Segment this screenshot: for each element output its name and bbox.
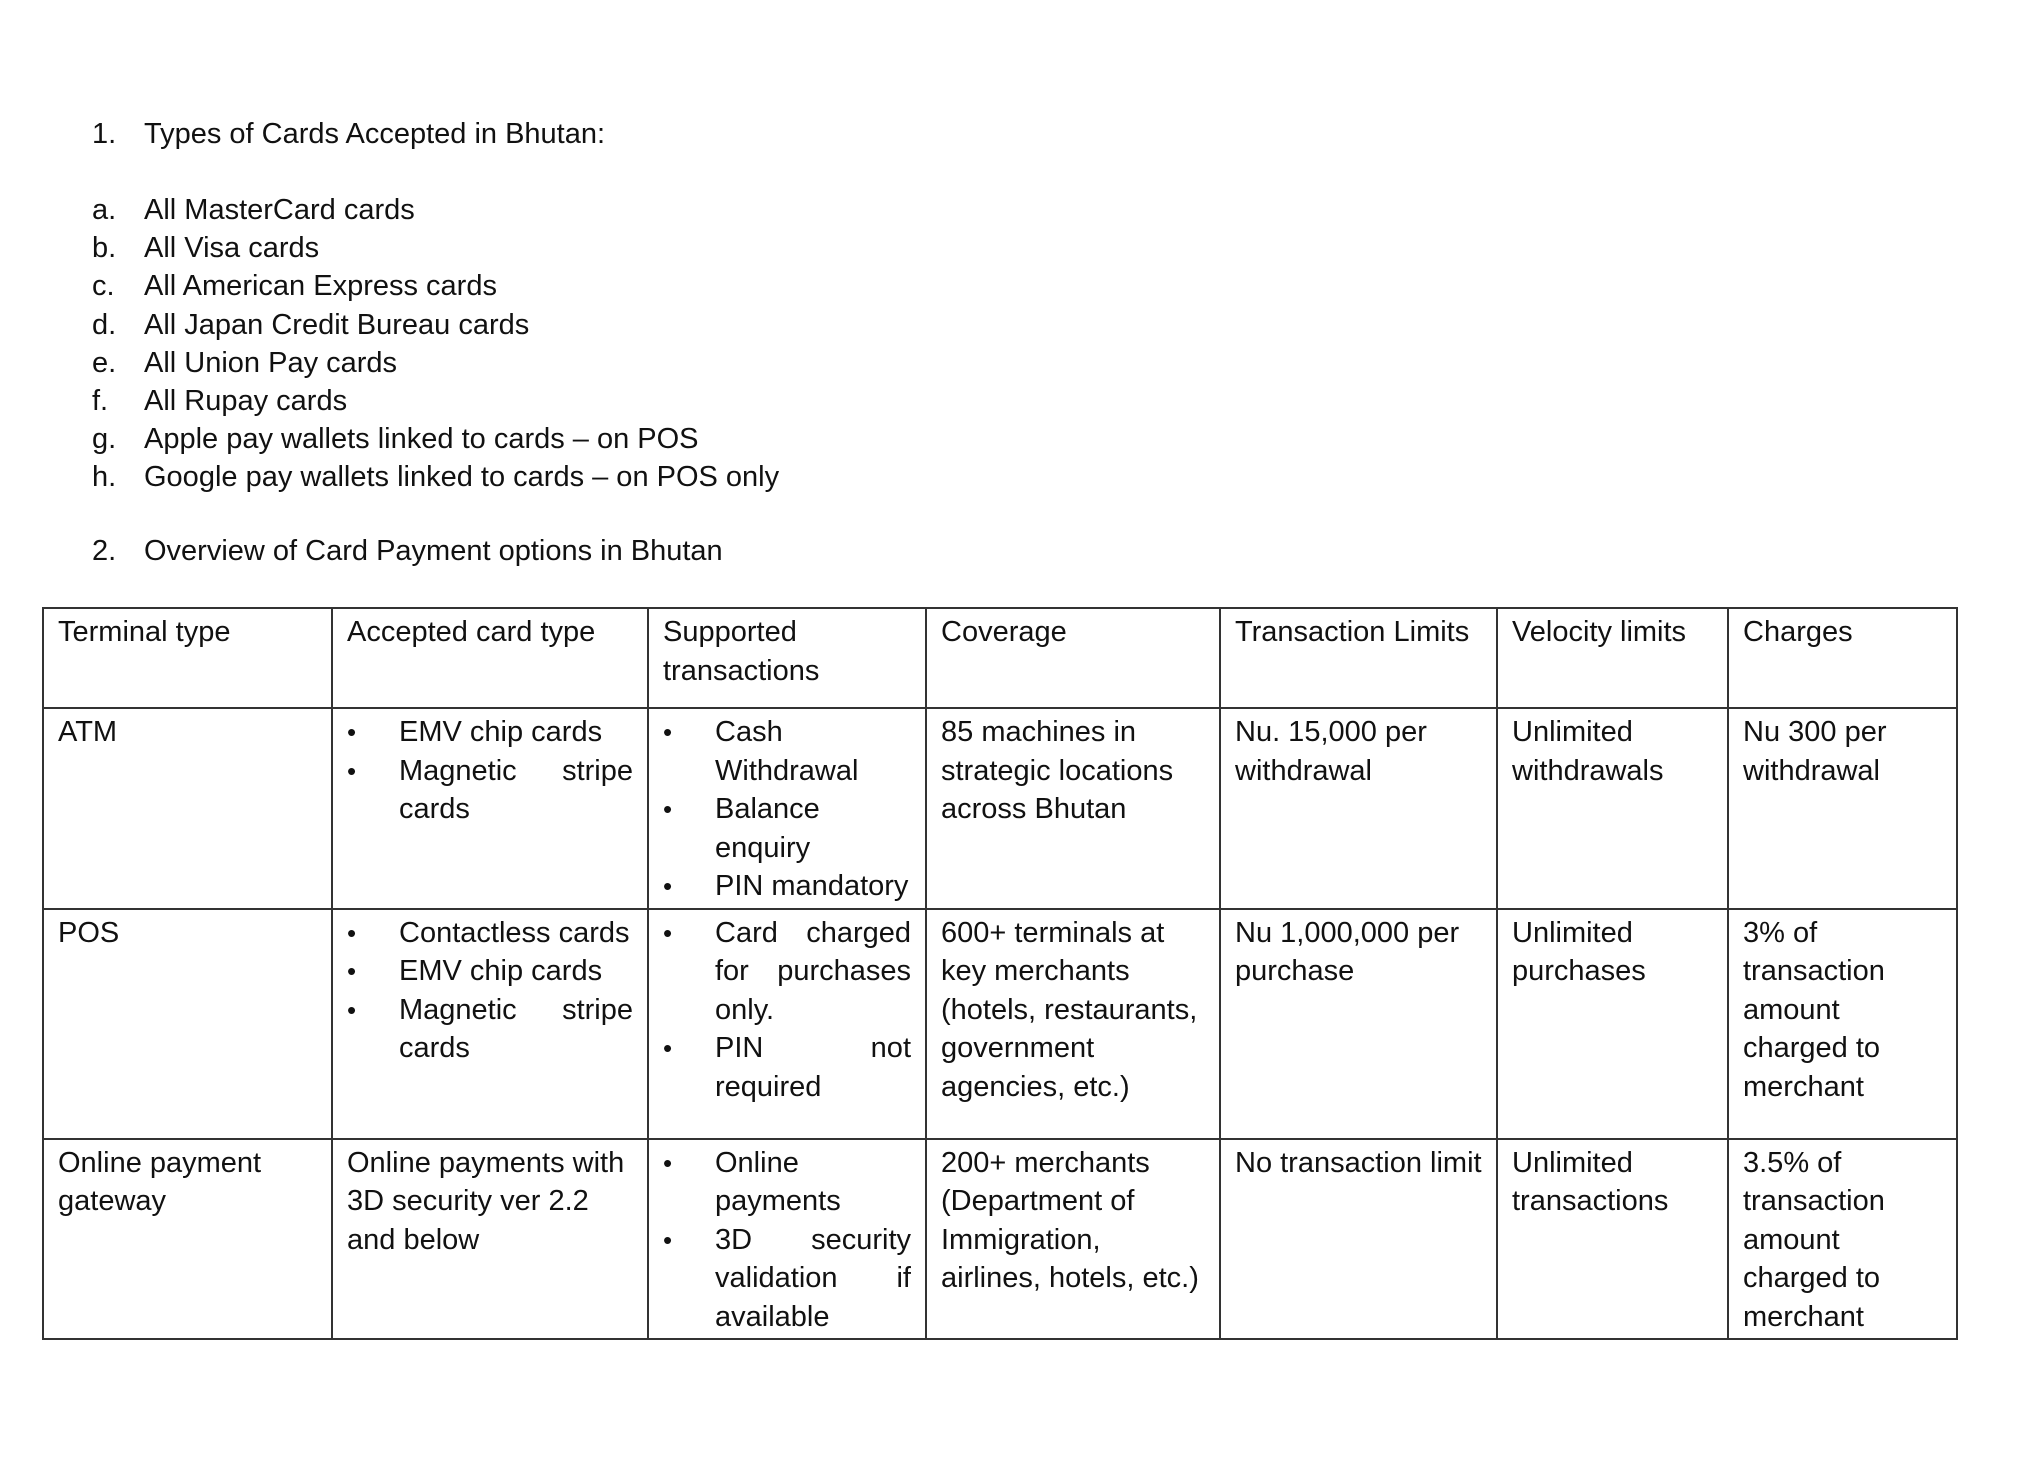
list-item-text: All Rupay cards xyxy=(144,385,348,418)
list-item-text: All MasterCard cards xyxy=(144,194,415,226)
list-item-text: All Union Pay cards xyxy=(144,346,398,379)
coverage-cell: 85 machines in strategic locations across Bhutan xyxy=(926,708,1220,909)
terminal-type-cell: POS xyxy=(43,909,332,1139)
transaction-limits-cell: Nu. 15,000 per withdrawal xyxy=(1220,708,1497,909)
coverage-cell: 200+ merchants (Department of Immigration, airlines, hotels, etc.) xyxy=(926,1139,1220,1340)
bullet-item: • EMV chip cards xyxy=(347,952,633,991)
accepted-card-type-cell: Online payments with 3D security ver 2.2 and below xyxy=(332,1139,648,1340)
section-2-number: 2. xyxy=(92,535,117,567)
list-item-text: Google pay wallets linked to cards – on POS only xyxy=(144,461,780,494)
bullet-item: • PIN not required xyxy=(663,1029,911,1106)
bullet-item: • Cash Withdrawal xyxy=(663,713,911,790)
list-item-text: All Japan Credit Bureau cards xyxy=(144,308,530,341)
velocity-limits-cell: Unlimited transactions xyxy=(1497,1139,1728,1340)
charges-cell: 3.5% of transaction amount charged to merchant xyxy=(1728,1139,1957,1340)
column-header: Terminal type xyxy=(43,608,332,708)
table-row xyxy=(43,909,1957,1139)
list-marker: a. xyxy=(92,194,117,226)
velocity-limits-cell: Unlimited purchases xyxy=(1497,909,1728,1139)
bullet-item: • 3D security validation if available xyxy=(663,1221,911,1337)
column-header: Velocity limits xyxy=(1497,608,1728,708)
bullet-item: • EMV chip cards xyxy=(347,713,633,752)
payment-options-table xyxy=(42,607,1958,1340)
bullet-item: • PIN mandatory xyxy=(663,867,911,906)
list-item xyxy=(92,344,779,382)
list-item xyxy=(92,267,779,305)
list-item xyxy=(92,191,779,229)
list-marker: c. xyxy=(92,270,115,303)
section-2-heading xyxy=(92,532,723,570)
bullet-item: • Magnetic stripe cards xyxy=(347,991,633,1068)
list-marker: h. xyxy=(92,461,117,494)
terminal-type-cell: ATM xyxy=(43,708,332,909)
list-marker: d. xyxy=(92,308,117,341)
list-item xyxy=(92,420,779,458)
bullet-item: • Online payments xyxy=(663,1144,911,1221)
column-header: Coverage xyxy=(926,608,1220,708)
table-row xyxy=(43,708,1957,909)
table-row xyxy=(43,1139,1957,1340)
supported-transactions-cell xyxy=(648,909,926,1139)
list-item-text: All Visa cards xyxy=(144,232,320,265)
list-item xyxy=(92,229,779,267)
supported-transactions-cell xyxy=(648,1139,926,1340)
transaction-limits-cell: Nu 1,000,000 per purchase xyxy=(1220,909,1497,1139)
supported-transactions-cell xyxy=(648,708,926,909)
bullet-item: • Contactless cards xyxy=(347,914,633,953)
column-header: Supported transactions xyxy=(648,608,926,708)
list-marker: e. xyxy=(92,346,117,379)
charges-cell: 3% of transaction amount charged to merchant xyxy=(1728,909,1957,1139)
transaction-limits-cell: No transaction limit xyxy=(1220,1139,1497,1340)
velocity-limits-cell: Unlimited withdrawals xyxy=(1497,708,1728,909)
bullet-item: • Magnetic stripe cards xyxy=(347,752,633,829)
accepted-cards-list xyxy=(92,191,779,497)
section-1-number: 1. xyxy=(92,118,117,150)
list-marker: g. xyxy=(92,423,117,456)
column-header: Charges xyxy=(1728,608,1957,708)
list-item xyxy=(92,458,779,496)
column-header: Accepted card type xyxy=(332,608,648,708)
terminal-type-cell: Online payment gateway xyxy=(43,1139,332,1340)
list-marker: b. xyxy=(92,232,117,265)
table-header-row xyxy=(43,608,1957,708)
accepted-card-type-cell xyxy=(332,909,648,1139)
list-marker: f. xyxy=(92,385,109,418)
section-2-title: Overview of Card Payment options in Bhutan xyxy=(144,535,723,567)
bullet-item: • Balance enquiry xyxy=(663,790,911,867)
bullet-item: • Card charged for purchases only. xyxy=(663,914,911,1030)
section-1-title: Types of Cards Accepted in Bhutan: xyxy=(144,118,606,150)
coverage-cell: 600+ terminals at key merchants (hotels, restaurants, government agencies, etc.) xyxy=(926,909,1220,1139)
list-item-text: All American Express cards xyxy=(144,270,497,303)
list-item-text: Apple pay wallets linked to cards – on POS xyxy=(144,423,699,456)
column-header: Transaction Limits xyxy=(1220,608,1497,708)
list-item xyxy=(92,382,779,420)
accepted-card-type-cell xyxy=(332,708,648,909)
section-1-heading xyxy=(92,115,605,153)
charges-cell: Nu 300 per withdrawal xyxy=(1728,708,1957,909)
list-item xyxy=(92,306,779,344)
